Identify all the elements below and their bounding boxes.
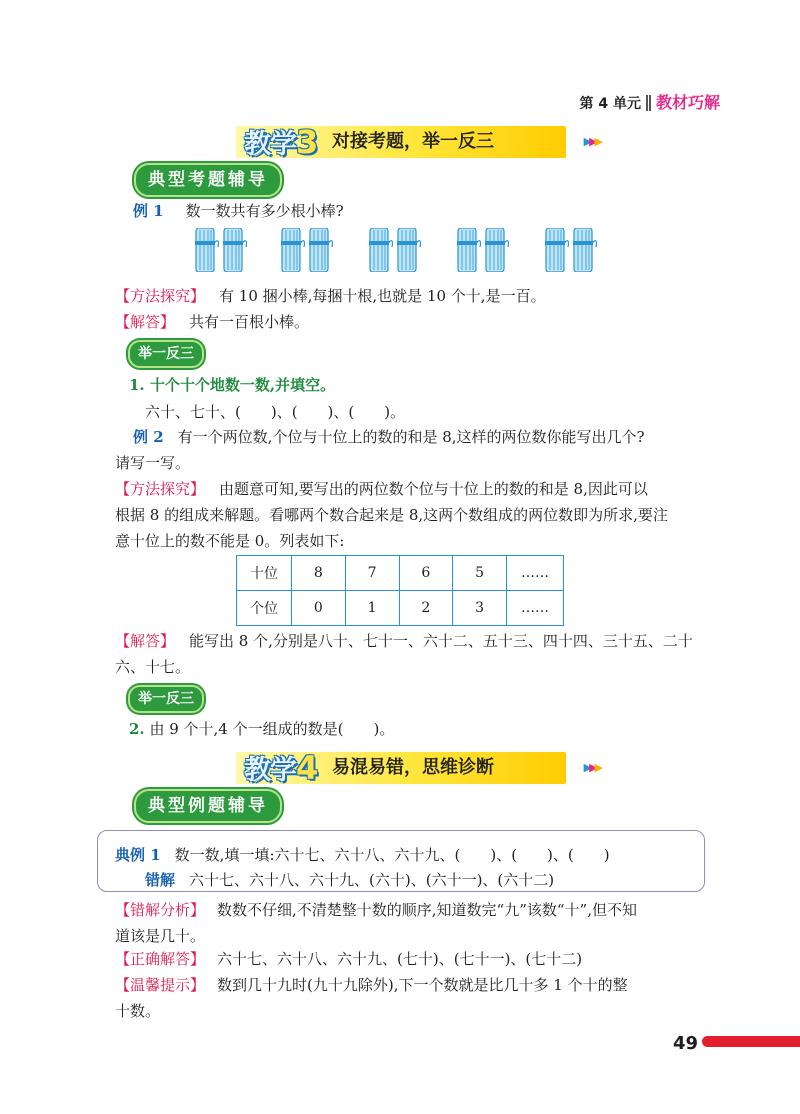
- error-analysis: [115, 899, 637, 920]
- answer-text: 共有一百根小棒。: [189, 313, 310, 331]
- practice-2: 2. 由 9 个十,4 个一组成的数是( )。: [129, 720, 395, 738]
- badge-typical-examples: 典型例题辅导: [134, 789, 282, 823]
- question-text: 数一数,填一填:六十七、六十八、六十九、( )、( )、( ): [174, 846, 610, 864]
- question-text: 有一个两位数,个位与十位上的数的和是 8,这样的两位数你能写出几个?: [177, 428, 645, 446]
- table-cell: 6: [399, 556, 453, 591]
- badge-typical-questions: 典型考题辅导: [134, 163, 282, 197]
- row-header: 十位: [237, 556, 292, 591]
- warm-tip-text: 数到几十九时(九十九除外),下一个数就是比几十多 1 个十的整: [217, 976, 628, 994]
- typical-example-wrong: [145, 869, 554, 890]
- digit-table: [236, 555, 564, 626]
- table-cell: 1: [345, 591, 399, 626]
- table-cell: 2: [399, 591, 453, 626]
- example-1-answer: [115, 311, 309, 332]
- answer-label: 【解答】: [115, 313, 176, 331]
- method-text: 由题意可知,要写出的两位数个位与十位上的数的和是 8,因此可以: [219, 480, 648, 498]
- error-analysis-line-2: 道该是几十。: [115, 927, 206, 945]
- table-cell: 5: [453, 556, 507, 591]
- example-2-question: [133, 426, 645, 447]
- wrong-answer-text: 六十七、六十八、六十九、(六十)、(六十一)、(六十二): [189, 871, 555, 889]
- example-label: 例 1: [133, 202, 164, 220]
- example-2-method: [115, 478, 648, 499]
- warm-tip: [115, 974, 628, 995]
- question-text: 数一数共有多少根小棒?: [185, 202, 344, 220]
- practice-1-title: 1. 十个十个地数一数,并填空。: [129, 376, 336, 394]
- answer-text-line-2: 六、十七。: [115, 658, 191, 676]
- running-header: [579, 90, 720, 113]
- wrong-label: 错解: [145, 871, 176, 889]
- header-divider: [646, 95, 651, 111]
- answer-label: 【解答】: [115, 632, 176, 650]
- banner-title: 易混易错，思维诊断: [332, 757, 494, 778]
- method-label: 【方法探究】: [115, 480, 206, 498]
- section-banner-3: [236, 122, 600, 162]
- method-text: 有 10 捆小棒,每捆十根,也就是 10 个十,是一百。: [219, 287, 546, 305]
- practice-1-blanks: 六十、七十、( )、( )、( )。: [145, 403, 406, 421]
- correct-answer-text: 六十七、六十八、六十九、(七十)、(七十一)、(七十二): [217, 950, 583, 968]
- example-label: 典例 1: [115, 846, 161, 864]
- answer-text: 能写出 8 个,分别是八十、七十一、六十二、五十三、四十四、三十五、二十: [189, 632, 693, 650]
- warm-tip-label: 【温馨提示】: [115, 976, 206, 994]
- page-number: 49: [672, 1033, 698, 1054]
- typical-example-question: [115, 844, 610, 865]
- example-2-answer: [115, 630, 693, 651]
- correct-answer: [115, 948, 582, 969]
- method-label: 【方法探究】: [115, 287, 206, 305]
- error-analysis-text: 数数不仔细,不清楚整十数的顺序,知道数完“九”该数“十”,但不知: [217, 901, 637, 919]
- arrow-icon: ▶▶▶: [583, 761, 600, 774]
- banner-title: 对接考题，举一反三: [332, 131, 494, 152]
- example-1-question: [133, 200, 344, 221]
- example-1-method: [115, 285, 546, 306]
- stick-bundles-image: [190, 228, 610, 272]
- table-cell: 7: [345, 556, 399, 591]
- error-analysis-label: 【错解分析】: [115, 901, 206, 919]
- footer-bar: [702, 1036, 800, 1047]
- arrow-icon: ▶▶▶: [583, 135, 600, 148]
- table-cell: 8: [292, 556, 346, 591]
- method-text-line-3: 意十位上的数不能是 0。列表如下:: [115, 532, 345, 550]
- correct-answer-label: 【正确解答】: [115, 950, 206, 968]
- warm-tip-line-2: 十数。: [115, 1002, 161, 1020]
- example-label: 例 2: [133, 428, 164, 446]
- method-text-line-2: 根据 8 的组成来解题。看哪两个数合起来是 8,这两个数组成的两位数即为所求,要注: [115, 506, 668, 524]
- example-2-question-cont: 请写一写。: [115, 454, 191, 472]
- banner-tag: 教学3: [244, 123, 318, 161]
- banner-tag: 教学4: [244, 749, 318, 787]
- table-cell: ……: [507, 591, 564, 626]
- badge-inference: 举一反三: [128, 685, 204, 713]
- row-header: 个位: [237, 591, 292, 626]
- section-banner-4: [236, 748, 600, 788]
- table-cell: 0: [292, 591, 346, 626]
- badge-inference: 举一反三: [128, 340, 204, 368]
- unit-label: 第 4 单元: [579, 96, 641, 112]
- table-row-ones: [237, 591, 564, 626]
- table-row-tens: [237, 556, 564, 591]
- section-label: 教材巧解: [655, 93, 720, 112]
- table-cell: ……: [507, 556, 564, 591]
- table-cell: 3: [453, 591, 507, 626]
